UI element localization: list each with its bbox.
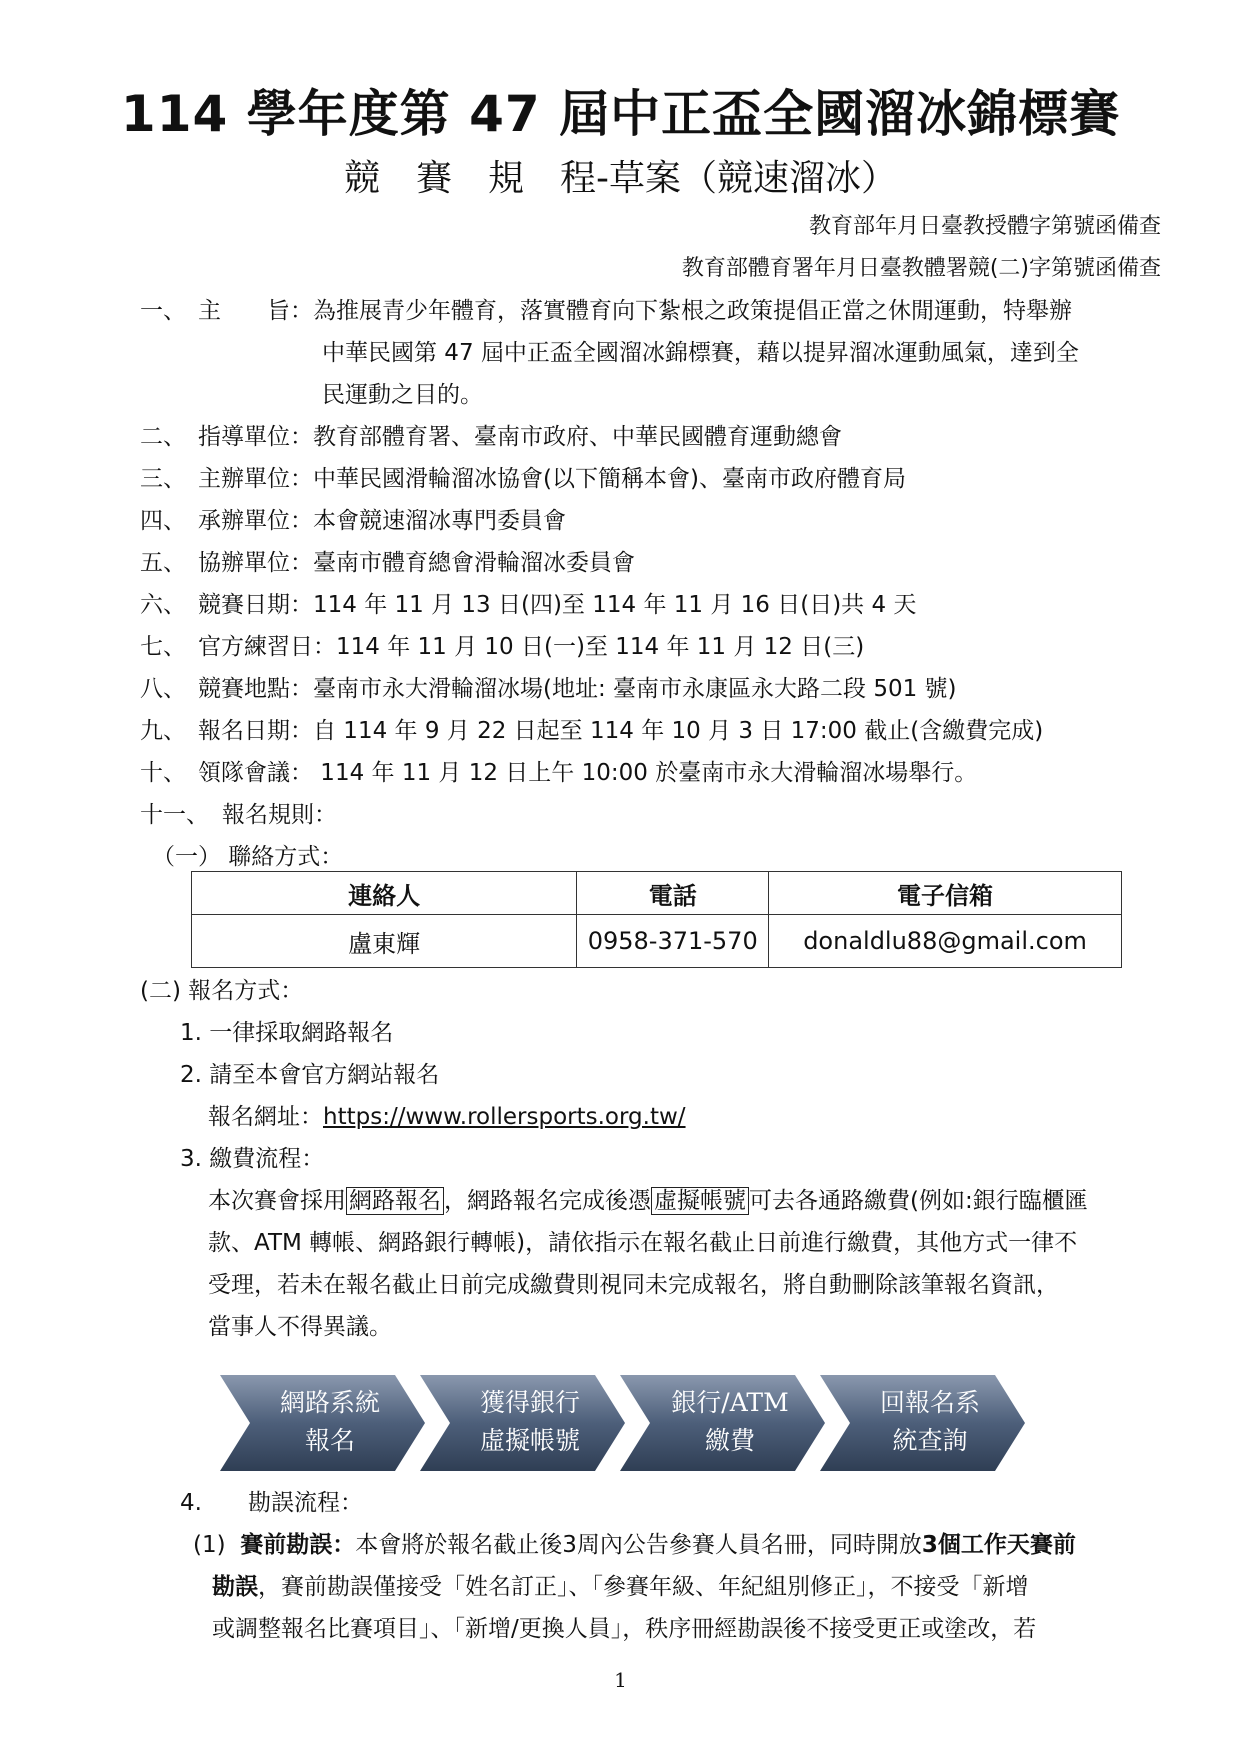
flow-step-4 [820, 1375, 1025, 1471]
item-text: 114 年 11 月 13 日(四)至 114 年 11 月 16 日(日)共 4 天 [313, 592, 917, 618]
registration-url-line [208, 1098, 686, 1131]
item-text: 本會競速溜冰專門委員會 [313, 508, 566, 534]
table-row [192, 915, 1122, 968]
registration-step-1: 1. 一律採取網路報名 [180, 1020, 394, 1046]
flow-step-2 [420, 1375, 625, 1471]
registration-step-3: 3. 繳費流程： [180, 1146, 325, 1172]
item-text: 為推展青少年體育，落實體育向下紮根之政策提倡正當之休閒運動，特舉辦 [313, 298, 1072, 324]
item-purpose [140, 292, 1072, 325]
item-text: 中華民國滑輪溜冰協會(以下簡稱本會)、臺南市政府體育局 [313, 466, 906, 492]
contact-person-name: 盧東輝 [192, 915, 577, 968]
correction-bold-term: 勘誤 [212, 1574, 258, 1600]
correction-line-3: 或調整報名比賽項目」、「新增/更換人員」，秩序冊經勘誤後不接受更正或塗改，若 [212, 1616, 1037, 1642]
table-header-row [192, 872, 1122, 915]
flow-step-line2: 虛擬帳號 [479, 1426, 581, 1455]
document-subtitle: 競 賽 規 程-草案（競速溜冰） [344, 158, 897, 199]
online-registration-box: 網路報名 [346, 1187, 444, 1215]
header-phone: 電話 [577, 872, 769, 915]
payment-line-1 [208, 1182, 1088, 1215]
item-label: 官方練習日： [198, 634, 336, 660]
item-number: 九、 [140, 718, 186, 744]
header-contact-person: 連絡人 [192, 872, 577, 915]
item-number: 八、 [140, 676, 186, 702]
purpose-continued-1: 中華民國第 47 屆中正盃全國溜冰錦標賽，藉以提昇溜冰運動風氣，達到全 [322, 340, 1079, 366]
item-number: 一、 [140, 298, 186, 324]
item-label: 協辦單位： [198, 550, 313, 576]
item-number: 四、 [140, 508, 186, 534]
flow-step-line2: 報名 [304, 1426, 356, 1455]
approval-ref-2: 教育部體育署年月日臺教體署競(二)字第號函備查 [681, 256, 1161, 281]
payment-flow-diagram [220, 1375, 1040, 1471]
item-competition-dates [140, 586, 916, 619]
registration-heading: (二) 報名方式： [140, 978, 304, 1004]
item-label: 主 旨： [198, 298, 313, 324]
flow-step-line1: 銀行/ATM [671, 1388, 789, 1417]
item-venue [140, 670, 957, 703]
registration-url-link[interactable]: https://www.rollersports.org.tw/ [323, 1104, 686, 1130]
header-email: 電子信箱 [769, 872, 1122, 915]
item-text: 自 114 年 9 月 22 日起至 114 年 10 月 3 日 17:00 截止(含繳費完成) [313, 718, 1044, 744]
correction-text: 本會將於報名截止後3周內公告參賽人員名冊，同時開放 [355, 1532, 922, 1558]
virtual-account-box: 虛擬帳號 [651, 1187, 749, 1215]
item-label: 競賽地點： [198, 676, 313, 702]
url-label: 報名網址： [208, 1104, 323, 1130]
item-text: 114 年 11 月 12 日上午 10:00 於臺南市永大滑輪溜冰場舉行。 [313, 760, 978, 786]
contact-phone: 0958-371-570 [577, 915, 769, 968]
item-number: 七、 [140, 634, 186, 660]
payment-text: 可去各通路繳費(例如:銀行臨櫃匯 [749, 1188, 1088, 1214]
correction-item-number: (1) [193, 1532, 226, 1558]
flow-step-1 [220, 1375, 425, 1471]
flow-step-line1: 回報名系 [879, 1388, 981, 1417]
registration-step-2: 2. 請至本會官方網站報名 [180, 1062, 440, 1088]
correction-text: ，賽前勘誤僅接受「姓名訂正」、「參賽年級、年紀組別修正」，不接受「新增 [258, 1574, 1029, 1600]
item-number: 十、 [140, 760, 186, 786]
item-number: 五、 [140, 550, 186, 576]
item-number: 六、 [140, 592, 186, 618]
contact-table [191, 871, 1122, 968]
correction-bold-term: 3個工作天賽前 [921, 1532, 1076, 1558]
item-label: 指導單位： [198, 424, 313, 450]
document-title: 114 學年度第 47 屆中正盃全國溜冰錦標賽 [120, 85, 1121, 143]
approval-ref-1: 教育部年月日臺教授體字第號函備查 [808, 214, 1161, 239]
item-label: 競賽日期： [198, 592, 313, 618]
item-label: 報名規則： [222, 802, 337, 828]
payment-line-3: 受理，若未在報名截止日前完成繳費則視同未完成報名，將自動刪除該筆報名資訊， [208, 1272, 1059, 1298]
contact-email: donaldlu88@gmail.com [769, 915, 1122, 968]
item-host [140, 502, 566, 535]
item-text: 114 年 11 月 10 日(一)至 114 年 11 月 12 日(三) [336, 634, 865, 660]
flow-step-line1: 網路系統 [279, 1388, 381, 1417]
correction-heading: 4. 勘誤流程： [180, 1490, 363, 1516]
item-label: 領隊會議： [198, 760, 313, 786]
item-supervisor [140, 418, 842, 451]
item-text: 臺南市體育總會滑輪溜冰委員會 [313, 550, 635, 576]
flow-step-line2: 統查詢 [892, 1426, 968, 1455]
item-number: 三、 [140, 466, 186, 492]
item-text: 臺南市永大滑輪溜冰場(地址: 臺南市永康區永大路二段 501 號) [313, 676, 957, 702]
contact-heading: （一） 聯絡方式： [152, 844, 344, 870]
payment-text: ，網路報名完成後憑 [444, 1188, 651, 1214]
flow-step-line2: 繳費 [704, 1426, 756, 1455]
item-label: 報名日期： [198, 718, 313, 744]
correction-line-1 [193, 1526, 1076, 1559]
payment-text: 本次賽會採用 [208, 1188, 346, 1214]
flow-step-line1: 獲得銀行 [479, 1388, 581, 1417]
item-registration-dates [140, 712, 1043, 745]
page-number: 1 [614, 1668, 627, 1692]
item-team-meeting [140, 754, 977, 787]
payment-line-4: 當事人不得異議。 [208, 1314, 392, 1340]
correction-bold-term: 賽前勘誤： [240, 1532, 356, 1558]
correction-line-2 [212, 1568, 1029, 1601]
item-practice-dates [140, 628, 864, 661]
item-co-organizer [140, 544, 635, 577]
item-text: 教育部體育署、臺南市政府、中華民國體育運動總會 [313, 424, 842, 450]
payment-line-2: 款、ATM 轉帳、網路銀行轉帳)，請依指示在報名截止日前進行繳費，其他方式一律不 [208, 1230, 1078, 1256]
item-organizer [140, 460, 906, 493]
item-number: 二、 [140, 424, 186, 450]
item-label: 主辦單位： [198, 466, 313, 492]
flow-step-3 [620, 1375, 825, 1471]
item-label: 承辦單位： [198, 508, 313, 534]
item-registration-rules [140, 796, 337, 829]
item-number: 十一、 [140, 802, 209, 828]
purpose-continued-2: 民運動之目的。 [322, 382, 483, 408]
